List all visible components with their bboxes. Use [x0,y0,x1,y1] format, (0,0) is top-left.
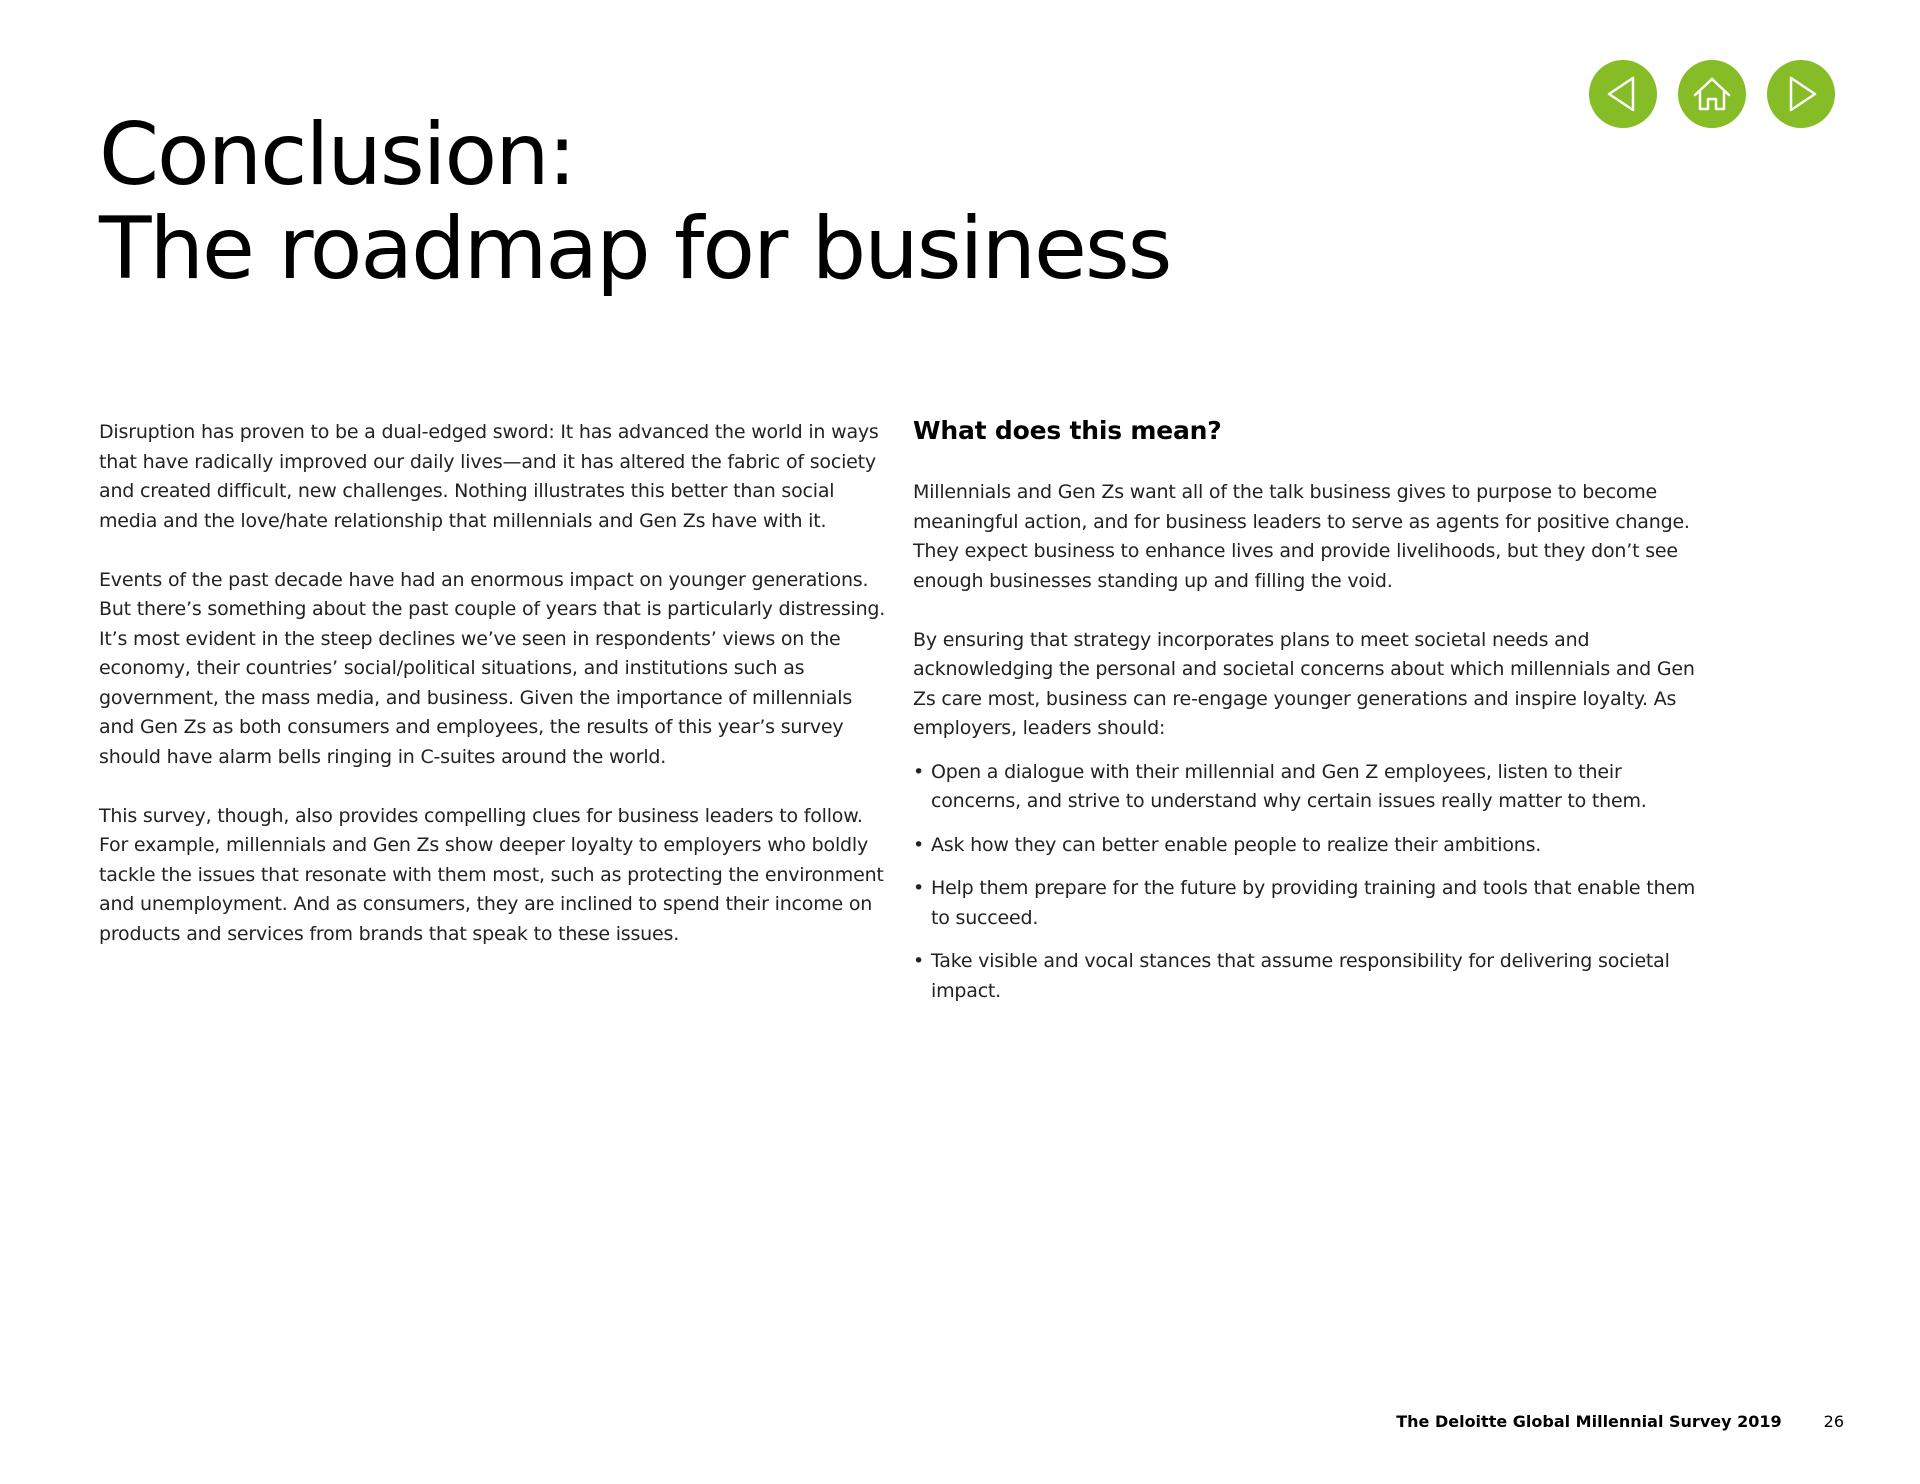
list-item: • Ask how they can better enable people to realize their ambitions. [913,831,1703,861]
paragraph: Millennials and Gen Zs want all of the talk business gives to purpose to become meaningful action, and for business leaders to serve as agents for positive change. They expect business to enhance lives and provide livelihoods, but they don’t see enough businesses standing up and filling the void. [913,481,1690,592]
title-line-2: The roadmap for business [99,199,1171,299]
navigation-bar [1589,60,1835,128]
list-item: • Open a dialogue with their millennial and Gen Z employees, listen to their concerns, and strive to understand why certain issues really matter to them. [913,758,1703,817]
paragraph: Events of the past decade have had an enormous impact on younger generations. But there’s something about the past couple of years that is particularly distressing. It’s most evident in the steep declines we’ve seen in respondents’ views on the economy, their countries’ social/political situations, and institutions such as government, the mass media, and business. Given the importance of millennials and Gen Zs as both consumers and employees, the results of this year’s survey should have alarm bells ringing in C-suites around the world. [99,568,886,768]
forward-button[interactable] [1767,60,1835,128]
triangle-right-icon [1781,74,1821,114]
paragraph: Disruption has proven to be a dual-edged sword: It has advanced the world in ways that have radically improved our daily lives—and it has altered the fabric of society and created difficult, new challenges. Nothing illustrates this better than social media and the love/hate relationship that millennials and Gen Zs have with it. [99,421,879,532]
paragraph: This survey, though, also provides compelling clues for business leaders to follow. For example, millennials and Gen Zs show deeper loyalty to employers who boldly tackle the issues that resonate with them most, such as protecting the environment and unemployment. And as consumers, they are inclined to spend their income on products and services from brands that speak to these issues. [99,804,884,945]
home-button[interactable] [1678,60,1746,128]
publication-title: The Deloitte Global Millennial Survey 2019 [1396,1412,1782,1431]
back-button[interactable] [1589,60,1657,128]
section-heading: What does this mean? [913,416,1222,445]
left-column [99,418,889,979]
triangle-left-icon [1603,74,1643,114]
list-item: • Take visible and vocal stances that assume responsibility for delivering societal impact. [913,947,1703,1006]
home-icon [1691,73,1733,115]
page-title [99,105,1171,299]
page-footer [1396,1412,1844,1431]
title-line-1: Conclusion: [99,105,575,205]
page-number: 26 [1823,1412,1844,1431]
paragraph: By ensuring that strategy incorporates plans to meet societal needs and acknowledging the personal and societal concerns about which millennials and Gen Zs care most, business can re-engage younger generations and inspire loyalty. As employers, leaders should: [913,628,1695,739]
list-item: • Help them prepare for the future by providing training and tools that enable them to succeed. [913,874,1703,933]
bullet-list [913,758,1703,1007]
right-column [913,418,1703,1020]
